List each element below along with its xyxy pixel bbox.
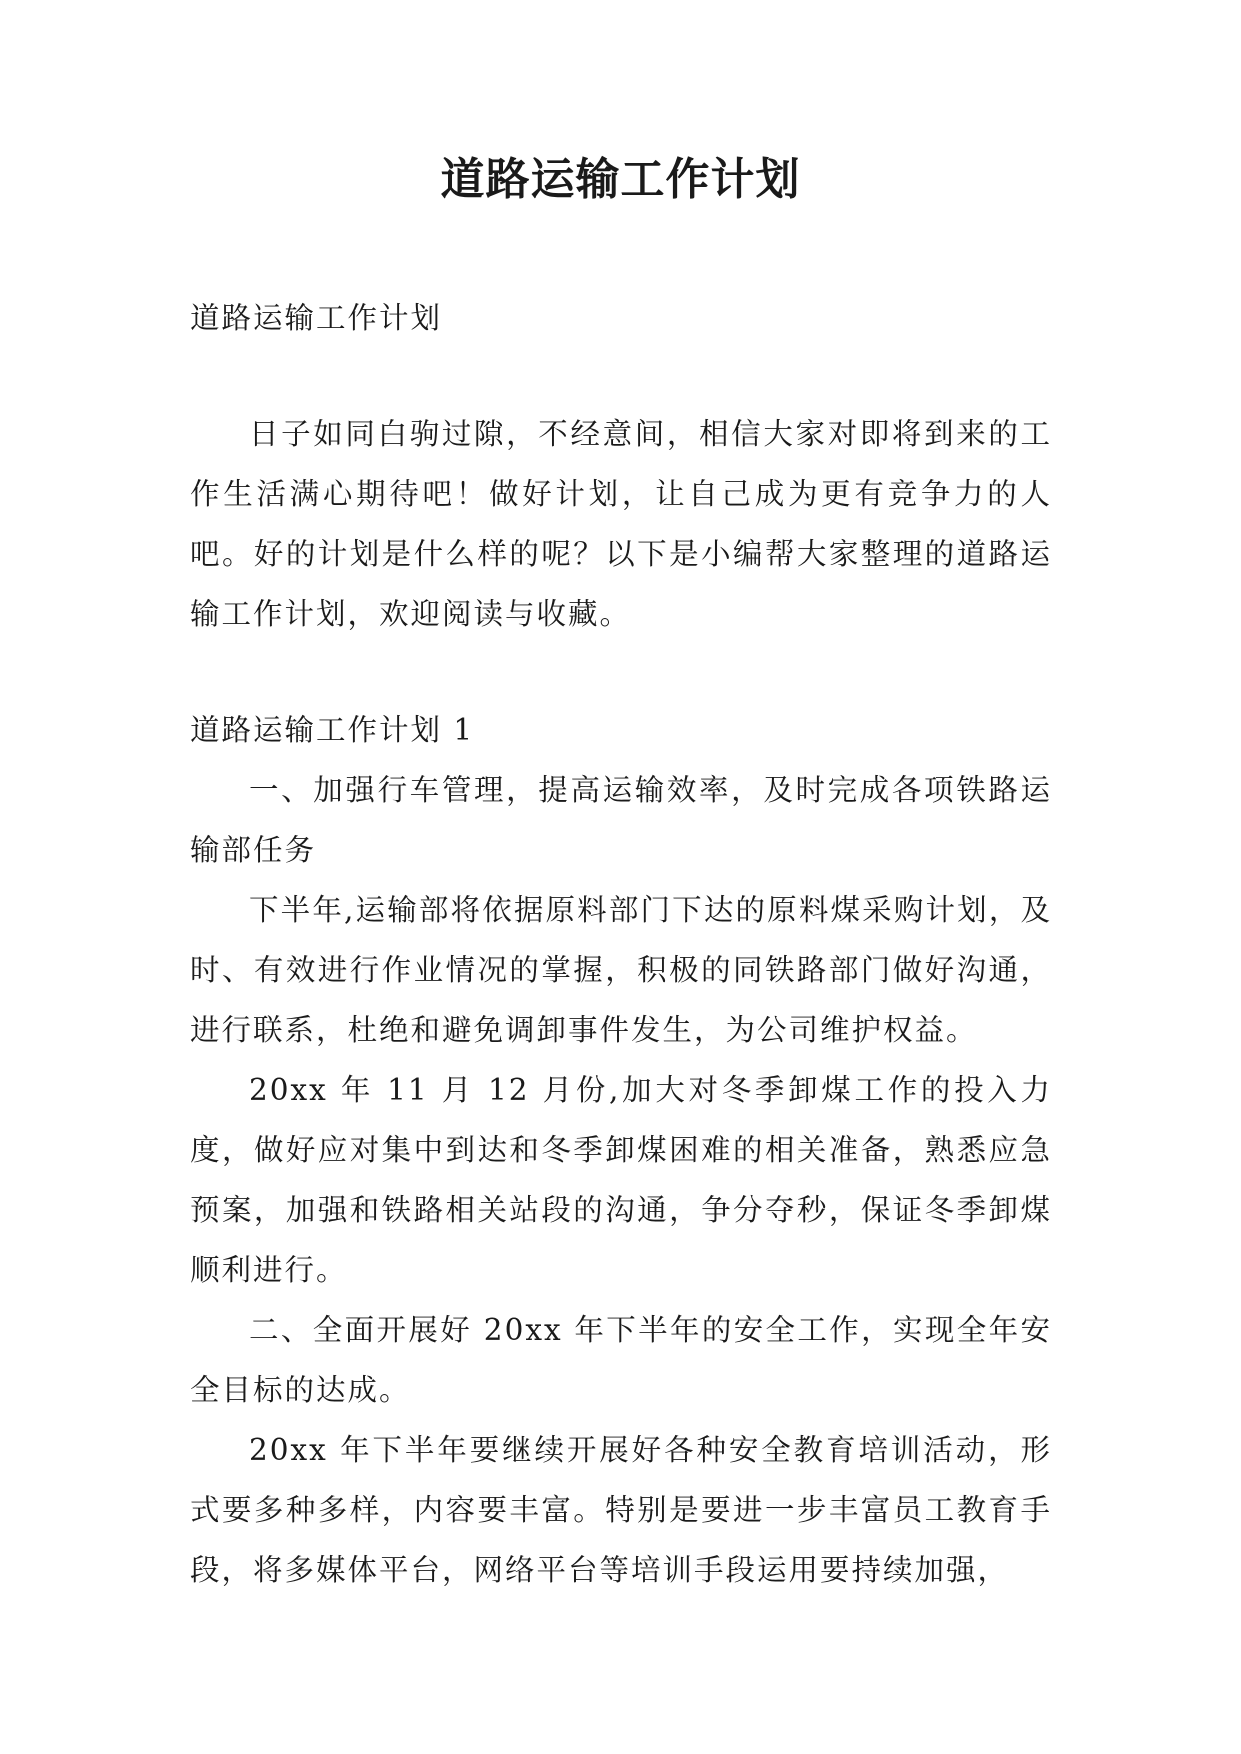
document-title: 道路运输工作计划: [440, 154, 801, 205]
body-paragraph: 20xx 年下半年要继续开展好各种安全教育培训活动，形式要多种多样，内容要丰富。特别是要进一步丰富员工教育手段，将多媒体平台，网络平台等培训手段运用要持续加强，: [190, 1433, 1052, 1587]
body-paragraph: 20xx 年 11 月 12 月份,加大对冬季卸煤工作的投入力度，做好应对集中到达和冬季卸煤困难的相关准备，熟悉应急预案，加强和铁路相关站段的沟通，争分夺秒，保证冬季卸煤顺利进行。: [190, 1073, 1052, 1287]
body-paragraph: 一、加强行车管理，提高运输效率，及时完成各项铁路运输部任务: [190, 773, 1052, 867]
body-paragraph: 二、全面开展好 20xx 年下半年的安全工作，实现全年安全目标的达成。: [190, 1313, 1052, 1407]
body-paragraph: 下半年,运输部将依据原料部门下达的原料煤采购计划，及时、有效进行作业情况的掌握，积极的同铁路部门做好沟通，进行联系，杜绝和避免调卸事件发生，为公司维护权益。: [190, 893, 1052, 1047]
section-heading: 道路运输工作计划 1: [190, 713, 475, 747]
document-body: [190, 288, 1052, 1600]
subtitle-paragraph: 道路运输工作计划: [190, 301, 443, 335]
intro-paragraph: 日子如同白驹过隙，不经意间，相信大家对即将到来的工作生活满心期待吧！做好计划，让自己成为更有竞争力的人吧。好的计划是什么样的呢？以下是小编帮大家整理的道路运输工作计划，欢迎阅读与收藏。: [190, 417, 1052, 631]
